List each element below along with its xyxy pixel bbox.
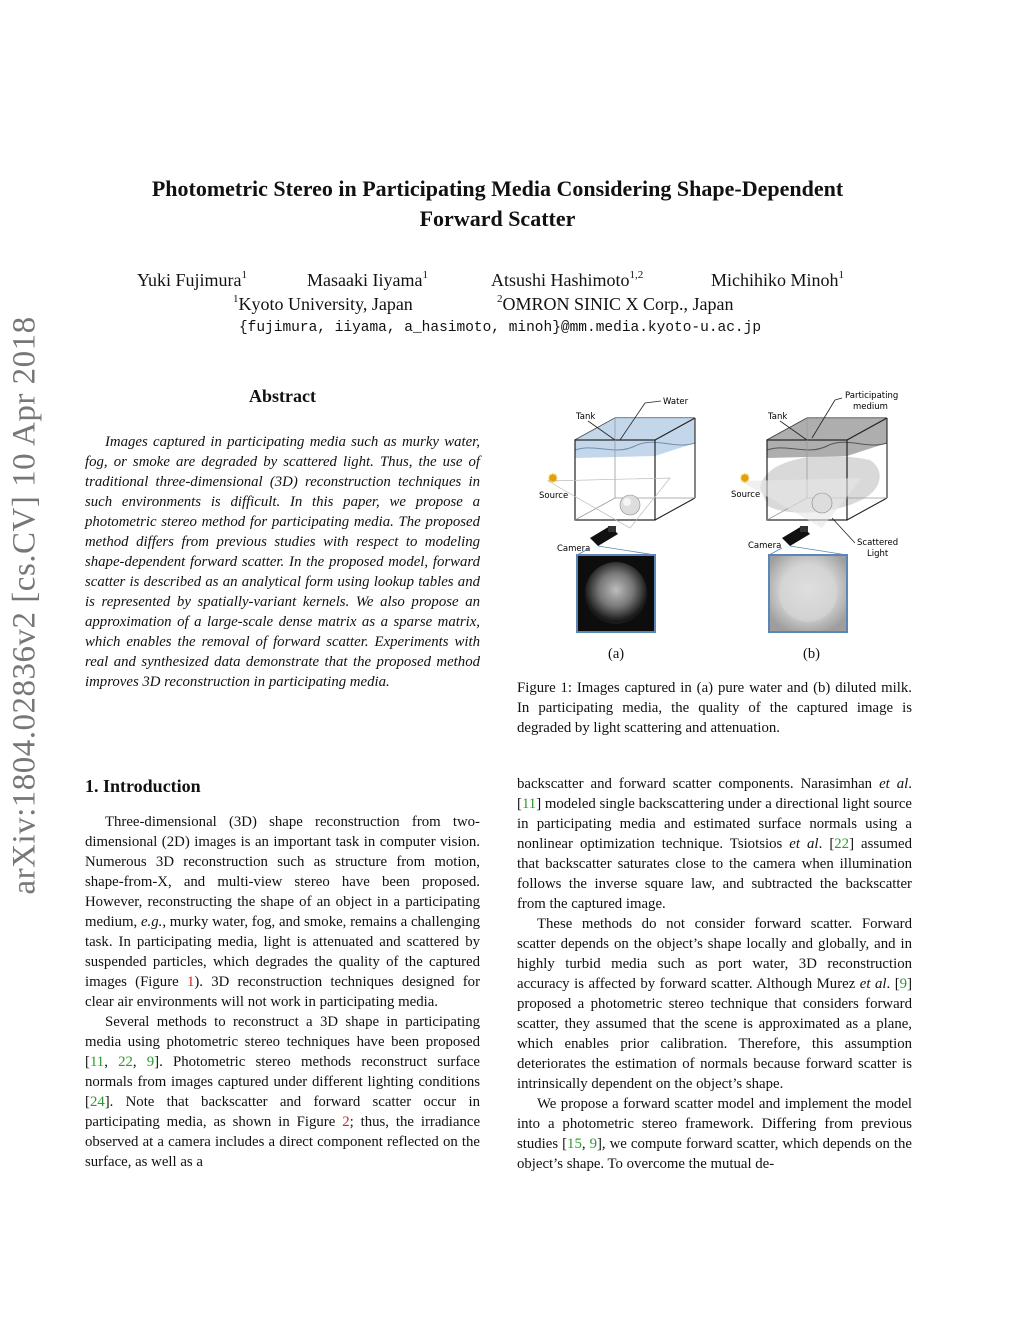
figure-1-illustration — [520, 388, 915, 668]
camera-icon — [590, 526, 618, 546]
abstract-body — [85, 432, 480, 692]
sphere-object — [620, 495, 640, 515]
citation-link[interactable]: 22 — [118, 1054, 133, 1070]
label-camera-b: Camera — [748, 541, 782, 551]
sphere-object — [812, 493, 832, 513]
author-emails: {fujimura, iiyama, a_hasimoto, minoh}@mm.media.kyoto-u.ac.jp — [238, 320, 762, 336]
affiliation-1: $^1$Kyoto University, Japan — [233, 293, 413, 314]
label-source-a: Source — [539, 491, 569, 501]
intro-paragraph-1: Three-dimensional (3D) shape reconstruction from two-dimensional (2D) images is an important task in computer vision. Numerous 3D reconstruction such as structure from motion, shape-from-X, and multi-view stereo have been proposed. However, reconstructing the shape of an object in a participating medium, e.g., murky water, fog, and smoke, remains a challenging task. In participating media, light is attenuated and scattered by suspended particles, which degrades the quality of the captured images (Figure 1). 3D reconstruction techniques designed for clear air environments will not work in participating media. — [85, 814, 481, 1010]
abstract-heading: Abstract — [249, 386, 316, 406]
author-4: Michihiko Minoh$^1$ — [711, 269, 845, 290]
left-column-text — [85, 812, 480, 1172]
citation-link[interactable]: 9 — [899, 976, 908, 992]
paper-title — [100, 174, 895, 234]
label-medium-b-2: medium — [853, 402, 888, 412]
section-heading-introduction: 1. Introduction — [85, 776, 201, 796]
subfigure-label-a: (a) — [608, 646, 625, 662]
label-tank-b: Tank — [768, 412, 788, 422]
figure-ref-link[interactable]: 2 — [342, 1114, 350, 1130]
label-scatter-b-2: Light — [867, 549, 889, 559]
panel-a-diagram — [539, 397, 695, 632]
author-2: Masaaki Iiyama$^1$ — [307, 269, 428, 290]
figure-1 — [520, 388, 915, 668]
camera-icon — [782, 526, 810, 546]
medium-surface — [767, 418, 887, 458]
arxiv-watermark: arXiv:1804.02836v2 [cs.CV] 10 Apr 2018 — [6, 316, 43, 895]
light-source-icon: ✹ — [739, 471, 751, 487]
author-1: Yuki Fujimura$^1$ — [137, 269, 248, 290]
right-column-text — [517, 774, 912, 1174]
intro-paragraph-2: Several methods to reconstruct a 3D shape in participating media using photometric stereo techniques have been proposed [11, 22, 9]. Photometric stereo methods reconstruct surface normals from images captured under different lighting conditions [24]. Note that backscatter and forward scatter occur in participating media, as shown in Figure 2; thus, the irradiance observed at a camera includes a direct component reflected on the surface, as well as a — [85, 1014, 481, 1170]
author-3: Atsushi Hashimoto$^{1,2}$ — [491, 269, 644, 290]
water-surface — [575, 418, 695, 458]
label-water-a: Water — [663, 397, 689, 407]
title-line-1: Photometric Stereo in Participating Media Considering Shape-Dependent — [151, 176, 844, 201]
citation-link[interactable]: 22 — [834, 836, 850, 852]
citation-link[interactable]: 9 — [146, 1054, 155, 1070]
light-source-icon: ✹ — [547, 471, 559, 487]
figure-ref-link[interactable]: 1 — [186, 974, 195, 990]
right-paragraph-2: These methods do not consider forward scatter. Forward scatter depends on the object’s shape locally and globally, and in highly turbid media such as port water, 3D reconstruction accuracy is affected by forward scatter. Although Murez et al. [9] proposed a photometric stereo technique that considers forward scatter, they assumed that the scene is approximated as a plane, which enables prior calibration. Therefore, this assumption deteriorates the estimation of normals because forward scatter is intrinsically dependent on the object’s shape. — [517, 916, 913, 1092]
citation-link[interactable]: 11 — [89, 1054, 105, 1070]
subfigure-label-b: (b) — [803, 646, 820, 662]
citation-link[interactable]: 11 — [521, 796, 537, 812]
label-camera-a: Camera — [557, 544, 591, 554]
citation-link[interactable]: 9 — [589, 1136, 597, 1152]
affiliation-2: $^2$OMRON SINIC X Corp., Japan — [497, 293, 734, 314]
label-tank-a: Tank — [576, 412, 596, 422]
figure-1-caption: Figure 1: Images captured in (a) pure water and (b) diluted milk. In participating media, the quality of the captured image is degraded by light scattering and attenuation. — [517, 680, 912, 736]
citation-link[interactable]: 15 — [567, 1136, 582, 1152]
right-paragraph-1: backscatter and forward scatter components. Narasimhan et al. [11] modeled single backscattering under a directional light source in participating media and estimated surface normals using a nonlinear optimization technique. Tsiotsios et al. [22] assumed that backscatter saturates close to the camera when illumination follows the inverse square law, and subtracted the backscatter from the captured image. — [517, 776, 913, 912]
label-source-b: Source — [731, 490, 761, 500]
label-medium-b-1: Participating — [845, 391, 899, 401]
title-line-2: Forward Scatter — [419, 206, 576, 231]
abstract-text: Images captured in participating media such as murky water, fog, or smoke are degraded by scattered light. Thus, the use of traditional three-dimensional (3D) reconstruction techniques in such environments is difficult. In this paper, we propose a photometric stereo method for participating media. The proposed method differs from previous studies with respect to modeling shape-dependent forward scatter. In the proposed model, forward scatter is described as an analytical form using lookup tables and is represented by spatially-variant kernels. We also propose an approximation of a large-scale dense matrix as a sparse matrix, which enables the removal of forward scatter. Experiments with real and synthesized data demonstrate that the proposed method improves 3D reconstruction in participating media. — [85, 434, 480, 690]
right-paragraph-3: We propose a forward scatter model and implement the model into a photometric stereo framework. Differing from previous studies [15, 9], we compute forward scatter, which depends on the object’s shape. To overcome the mutual de- — [517, 1096, 912, 1172]
panel-b-diagram — [731, 391, 898, 632]
citation-link[interactable]: 24 — [89, 1094, 105, 1110]
label-scatter-b-1: Scattered — [857, 538, 899, 548]
